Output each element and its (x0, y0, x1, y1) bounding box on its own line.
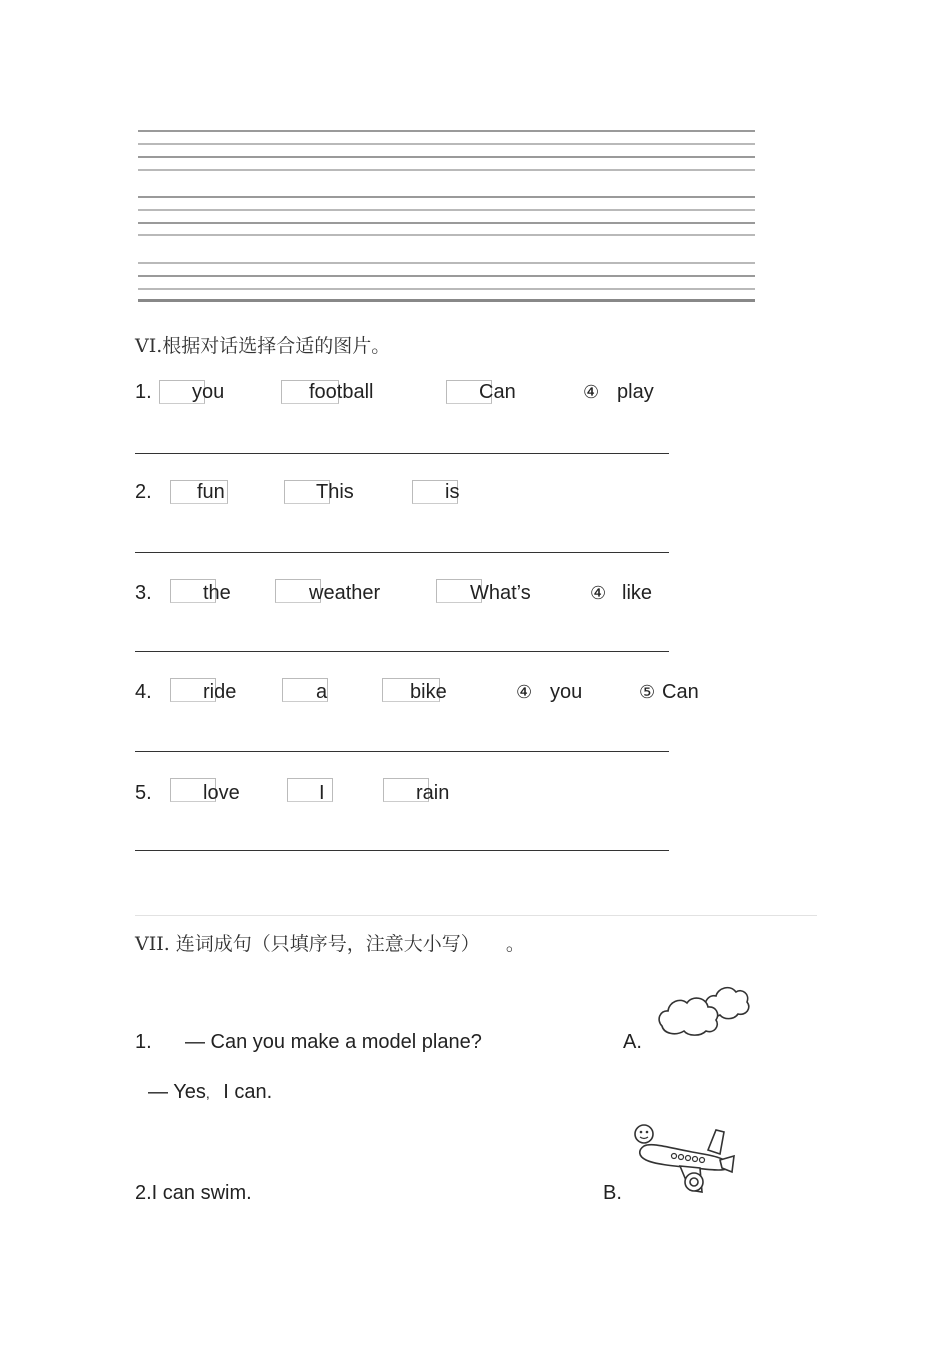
circled-number: ④ (583, 382, 600, 402)
staff-line (138, 288, 755, 290)
question-number: 2. (135, 481, 152, 503)
staff-line (138, 222, 755, 224)
circled-number: ④ (590, 583, 607, 603)
section-vii-heading-tail: 。 (505, 933, 525, 955)
answer-line[interactable] (135, 751, 669, 752)
circled-number: ④ (516, 682, 533, 702)
word-option: bike (410, 681, 447, 703)
answer-line[interactable] (135, 552, 669, 553)
question-number: 1. (135, 1031, 152, 1053)
staff-line (138, 130, 755, 132)
word-option: Can (479, 381, 516, 403)
word-option: is (445, 481, 460, 503)
clouds-icon (656, 980, 752, 1040)
question-number: 5. (135, 782, 152, 804)
word-option: you (550, 681, 583, 703)
word-option: a (316, 681, 328, 703)
word-option: football (309, 381, 374, 403)
word-option: Can (662, 681, 699, 703)
word-option: love (203, 782, 240, 804)
answer-line[interactable] (135, 453, 669, 454)
option-label-b: B. (603, 1182, 622, 1204)
dialogue-reply-comma: , (205, 1085, 210, 1101)
section-divider (135, 915, 817, 916)
question-number: 1. (135, 381, 152, 403)
dialogue-line: — Can you make a model plane? (185, 1031, 482, 1053)
section-vii-heading (135, 929, 525, 956)
staff-line (138, 275, 755, 277)
staff-line (138, 143, 755, 145)
option-label-a: A. (623, 1031, 642, 1053)
word-option: weather (309, 582, 381, 604)
word-option: play (617, 381, 654, 403)
question-number: 4. (135, 681, 152, 703)
staff-line (138, 299, 755, 302)
answer-line[interactable] (135, 651, 669, 652)
staff-line (138, 234, 755, 236)
word-option: fun (197, 481, 225, 503)
answer-line[interactable] (135, 850, 669, 851)
option-box (287, 778, 333, 802)
word-option: the (203, 582, 231, 604)
section-vii-heading-text: VII. 连词成句（只填序号，注意大小写） (135, 933, 480, 955)
word-option: ride (203, 681, 237, 703)
dialogue-reply (148, 1081, 272, 1104)
sentence: 2.I can swim. (135, 1182, 252, 1204)
dialogue-reply-yes: — Yes (148, 1081, 206, 1103)
staff-line (138, 262, 755, 264)
staff-line (138, 209, 755, 211)
word-option: I (319, 782, 325, 804)
word-option: like (622, 582, 653, 604)
staff-line (138, 169, 755, 171)
airplane-icon (630, 1120, 736, 1200)
word-option: What’s (470, 582, 531, 604)
question-number: 3. (135, 582, 152, 604)
dialogue-reply-rest: I can. (223, 1081, 273, 1103)
circled-number: ⑤ (639, 682, 656, 702)
staff-line (138, 156, 755, 158)
word-option: rain (416, 782, 450, 804)
word-option: you (192, 381, 225, 403)
word-option: This (316, 481, 354, 503)
staff-line (138, 196, 755, 198)
section-vi-heading: VI.根据对话选择合适的图片。 (135, 335, 391, 357)
